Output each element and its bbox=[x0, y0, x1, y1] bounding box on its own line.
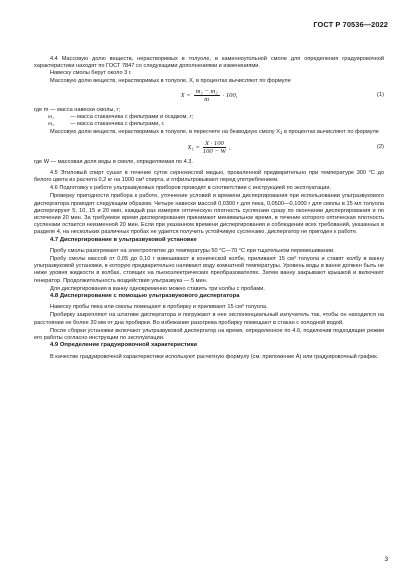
legend-m1 bbox=[34, 114, 384, 121]
formula-2-tail: , bbox=[228, 144, 231, 152]
formula-1 bbox=[34, 85, 384, 107]
legend-m2 bbox=[34, 121, 384, 128]
formula-2 bbox=[34, 137, 384, 159]
legend-m2-text: — масса стаканчика с фильтрами, г. bbox=[70, 121, 165, 128]
formula-1-fraction bbox=[194, 88, 220, 103]
formula-1-denominator: m bbox=[204, 96, 210, 104]
standard-header: ГОСТ Р 70536—2022 bbox=[313, 20, 388, 29]
legend-w: где W — массовая доля воды в смоле, определяемая по 4.3. bbox=[34, 158, 193, 165]
paragraph-4-7-procedure: Пробу смолы массой от 0,05 до 0,10 г взвешивают в конической колбе, приливают 15 см³ толуола и ставят колбу в ванну ультразвуковой установки, в которую предварительно наливают воду комнатной температуры. Уровень воды в ванне должен быть не ниже уровня жидкости в колбах, стоящих на пьезоэлектрических преобразователях. Затем ванну закрывают крышкой и включают генератор. Продолжительность воздействия ультразвука — 5 мин. bbox=[34, 256, 384, 284]
paragraph-4-8-start: После сборки установки включают ультразвуковой диспергатор на время, определенное по 4.6, подключив подходящие режим его работы согласно инструкции по эксплуатации. bbox=[34, 327, 384, 342]
paragraph-4-9: В качестве градуировочной характеристики используют расчетную формулу (см. приложение А) или градуировочный график. bbox=[50, 353, 379, 360]
page-number: 3 bbox=[384, 556, 388, 563]
paragraph-4-7-flasks: Для диспергирования в ванну одновременно можно ставить три колбы с пробами. bbox=[50, 285, 265, 292]
formula2-intro-tail: в процентах вычисляют по формуле bbox=[282, 129, 379, 136]
paragraph-formula2-intro bbox=[34, 129, 384, 136]
formula-1-lhs: X = bbox=[180, 92, 191, 100]
paragraph-4-8-fixture: Пробирку закрепляют на штативе диспергатора и погружают в нее экспоненциальный излучатель так, чтобы он находился на расстоянии не более 20 мм от дна пробирки. Во избежание разогрева пробирку помещают в стакан с холодной водой. bbox=[34, 312, 384, 326]
formula-1-expression bbox=[181, 88, 238, 103]
paragraph-4-7-heating: Пробу смолы разогревают на электроплитке до температуры 50 °С—70 °С при тщательном перемешивании. bbox=[50, 247, 335, 254]
formula-2-lhs: X₁ = bbox=[187, 144, 200, 152]
formula-1-numerator: m₁ − m₂ bbox=[195, 88, 218, 96]
paragraph-formula1-intro: Массовую долю веществ, нерастворимых в толуоле, X, в процентах вычисляют по формуле bbox=[50, 77, 291, 84]
symbol-m1: m₁ bbox=[48, 114, 54, 121]
formula-2-expression bbox=[187, 140, 230, 155]
paragraph-4-6-check: Проверку пригодности прибора к работе, уточнение условий и времени диспергирования при использовании ультразвукового диспергатора проводят следующим образом. Четыре навески массой 0,0300 г для пека, 0,0500—0,1000 г для смолы в 15 мл толуола диспергируют 5, 10, 15 и 20 мин, каждый раз измеряя оптическую плотность суспензии сразу по окончании диспергирования и по истечении 20 мин. За требуемое время диспергирования принимают минимальное время, в течение которого оптическая плотность суспензии остается неизменной 20 мин. Если при указанном времени диспергирования и соблюдении всех требований, указанных в разделе 4, на нескольких различных пробах не удается получить устойчивую суспензию, диспергатор не пригоден к работе. bbox=[34, 193, 384, 236]
legend-m: где m — масса навески смолы, г; bbox=[34, 106, 121, 113]
symbol-m2: m₂ bbox=[48, 121, 54, 128]
formula-2-fraction bbox=[203, 140, 226, 155]
formula-1-number: (1) bbox=[376, 91, 384, 98]
section-4-7-heading: 4.7 Диспергирование в ультразвуковой установке bbox=[50, 236, 197, 243]
paragraph-4-8-sample: Навеску пробы пека или смолы помещают в пробирку и приливают 15 см³ толуола. bbox=[50, 304, 268, 311]
paragraph-4-6: 4.6 Подготовку к работе ультразвуковых приборов проводят в соответствии с инструкцией по эксплуатации. bbox=[50, 185, 332, 192]
paragraph-sample-mass: Навеску смолы берут около 3 г. bbox=[50, 70, 132, 77]
page-content bbox=[34, 56, 384, 361]
formula-1-tail: · 100, bbox=[222, 92, 238, 100]
section-4-8-heading: 4.8 Диспергирование с помощью ультразвукового диспергатора bbox=[50, 293, 240, 300]
section-4-9-heading: 4.9 Определение градуировочной характеристики bbox=[50, 342, 198, 349]
formula-2-numerator: X · 100 bbox=[204, 140, 224, 148]
legend-m1-text: — масса стаканчика с фильтрами и осадком, г; bbox=[70, 114, 194, 121]
formula-2-number: (2) bbox=[376, 143, 384, 150]
formula2-intro-text: Массовую долю веществ, нерастворимых в толуоле, в пересчете на безводную смолу X bbox=[50, 129, 280, 136]
paragraph-4-5: 4.5 Этиловый спирт сушат в течение суток сернокислой медью, прокаленной предварительно при температуре 300 °С до белого цвета из расчета 0,2 кг на 1000 см³ спирта, и отфильтровывают перед употреблением. bbox=[34, 169, 384, 184]
paragraph-4-4: 4.4 Массовую долю веществ, нерастворимых в толуоле, в каменноугольной смоле для определения градуировочной характеристики находят по ГОСТ 7847 со следующими дополнениями и изменениями. bbox=[34, 56, 384, 70]
formula-2-denominator: 100 − W bbox=[202, 148, 226, 156]
x1-subscript: 1 bbox=[279, 130, 283, 136]
